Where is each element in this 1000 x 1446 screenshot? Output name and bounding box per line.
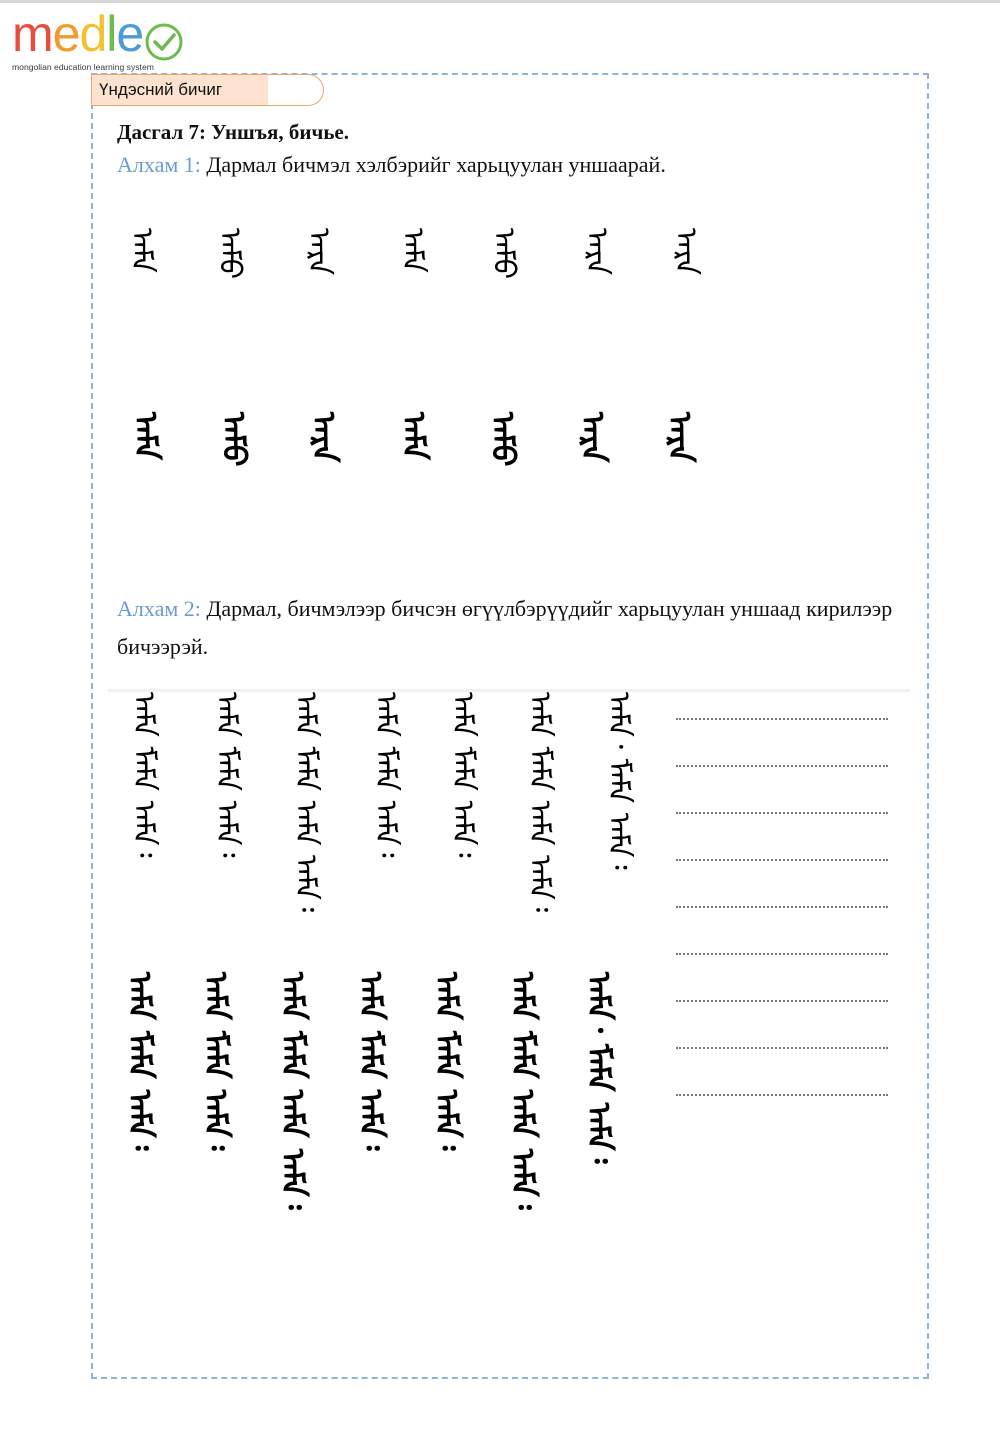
sentence-column-bold: ᠠᠮᠠ ᠮᠠᠮᠠ ᠠᠮᠠ᠄ xyxy=(428,972,466,1151)
logo-letter: e xyxy=(116,6,144,62)
answer-line[interactable] xyxy=(676,1000,888,1002)
answer-line[interactable] xyxy=(676,765,888,767)
sentence-column-bold: ᠠᠮᠠ ᠮᠠᠮᠠ ᠠᠮᠠ ᠠᠮᠠ᠄ xyxy=(274,972,312,1210)
answer-line[interactable] xyxy=(676,718,888,720)
sentence-column: ᠠᠮᠠ ᠮᠠᠮᠠ ᠠᠮᠠ᠄ xyxy=(126,692,161,858)
check-icon xyxy=(142,20,186,64)
answer-line[interactable] xyxy=(676,1047,888,1049)
sentence-column: ᠠᠮᠠ ᠮᠠᠮᠠ ᠠᠮᠠ ᠠᠮᠠ᠄ xyxy=(288,692,323,913)
medle-logo xyxy=(8,6,208,74)
sentence-column: ᠠᠮᠠ ᠮᠠᠮᠠ ᠠᠮᠠ᠄ xyxy=(209,692,244,858)
step-1-instruction xyxy=(117,146,666,184)
step-2-instruction xyxy=(117,590,927,666)
answer-line[interactable] xyxy=(676,953,888,955)
word-column: ᠠᠷᠠ xyxy=(579,228,614,276)
word-column-bold: ᠠᠮᠤ xyxy=(484,412,522,467)
word-column: ᠠᠮᠤ xyxy=(212,228,247,280)
sentence-column-bold: ᠠᠮᠠ᠂ ᠮᠠᠮᠠ ᠠᠮᠠ᠄ xyxy=(580,972,618,1164)
sentence-column-bold: ᠠᠮᠠ ᠮᠠᠮᠠ ᠠᠮᠠ᠄ xyxy=(352,972,390,1151)
answer-line[interactable] xyxy=(676,812,888,814)
word-column-bold: ᠠᠷᠠ xyxy=(305,412,343,463)
word-column: ᠠᠮᠠ xyxy=(395,228,430,273)
sentence-column: ᠠᠮᠠ ᠮᠠᠮᠠ ᠠᠮᠠ᠄ xyxy=(445,692,480,858)
answer-line[interactable] xyxy=(676,906,888,908)
logo-letter: m xyxy=(12,6,53,62)
logo-wordmark xyxy=(12,4,143,64)
answer-line[interactable] xyxy=(676,859,888,861)
word-column-bold: ᠠᠮᠤ xyxy=(215,412,253,467)
sentence-column: ᠠᠮᠠ ᠮᠠᠮᠠ ᠠᠮᠠ ᠠᠮᠠ᠄ xyxy=(522,692,557,913)
answer-line[interactable] xyxy=(676,1094,888,1096)
logo-tagline: mongolian education learning system xyxy=(12,62,154,72)
step-2-label: Алхам 2: xyxy=(117,596,201,621)
step-2-text: Дармал, бичмэлээр бичсэн өгүүлбэрүүдийг харьцуулан уншаад кирилээр бичээрэй. xyxy=(117,596,893,659)
word-column-bold: ᠠᠮᠠ xyxy=(127,412,165,460)
word-column: ᠠᠷᠠ xyxy=(301,228,336,276)
top-border xyxy=(0,0,1000,3)
word-column: ᠠᠷᠠ xyxy=(668,228,703,276)
step-1-text: Дармал бичмэл хэлбэрийг харьцуулан уншаарай. xyxy=(206,152,666,177)
sentence-column: ᠠᠮᠠ᠂ ᠮᠠᠮᠠ ᠠᠮᠠ᠄ xyxy=(601,692,636,870)
answer-lines xyxy=(676,718,888,1141)
sentence-column-bold: ᠠᠮᠠ ᠮᠠᠮᠠ ᠠᠮᠠ ᠠᠮᠠ᠄ xyxy=(504,972,542,1210)
logo-letter: l xyxy=(106,6,117,62)
sentence-column-bold: ᠠᠮᠠ ᠮᠠᠮᠠ ᠠᠮᠠ᠄ xyxy=(197,972,235,1151)
word-column-bold: ᠠᠷᠠ xyxy=(661,412,699,463)
subject-tag-cap xyxy=(268,74,324,106)
exercise-title: Дасгал 7: Уншъя, бичье. xyxy=(117,120,350,144)
word-column-bold: ᠠᠮᠠ xyxy=(395,412,433,460)
sentence-column: ᠠᠮᠠ ᠮᠠᠮᠠ ᠠᠮᠠ᠄ xyxy=(368,692,403,858)
subject-tag: Үндэсний бичиг xyxy=(91,74,269,106)
step-1-label: Алхам 1: xyxy=(117,152,201,177)
logo-letter: d xyxy=(79,6,107,62)
logo-letter: e xyxy=(52,6,80,62)
word-column: ᠠᠮᠠ xyxy=(124,228,159,273)
word-column-bold: ᠠᠷᠠ xyxy=(574,412,612,463)
word-column: ᠠᠮᠤ xyxy=(486,228,521,280)
sentence-column-bold: ᠠᠮᠠ ᠮᠠᠮᠠ ᠠᠮᠠ᠄ xyxy=(121,972,159,1151)
